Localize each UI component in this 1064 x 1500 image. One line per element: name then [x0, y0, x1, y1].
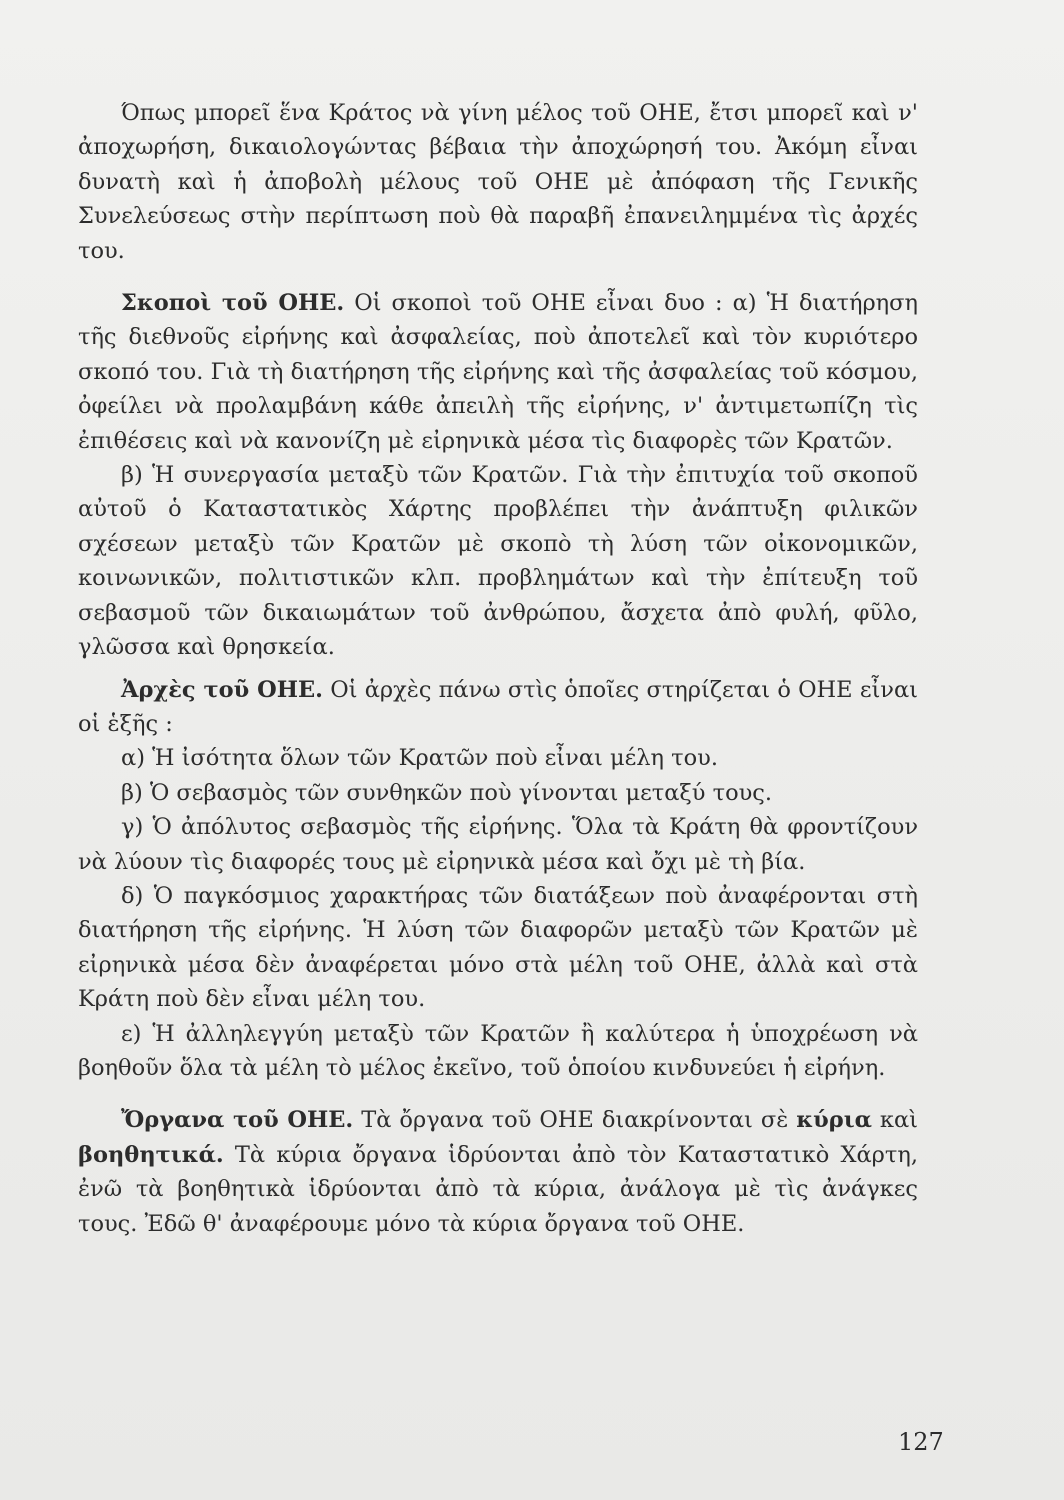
- paragraph-text: καὶ: [871, 1107, 918, 1134]
- section-heading-aims: Σκοποὶ τοῦ ΟΗΕ.: [121, 290, 345, 317]
- paragraph-text: Όπως μπορεῖ ἕνα Κράτος νὰ γίνη μέλος τοῦ ΟΗΕ, ἔτσι μπορεῖ καὶ ν' ἀποχωρήση, δικαιολογώντας βέβαια τὴν ἀποχώρησή του. Ἀκόμη εἶναι δυνατὴ καὶ ἡ ἀποβολὴ μέλους τοῦ ΟΗΕ μὲ ἀπόφαση τῆς Γενικῆς Συνελεύσεως στὴν περίπτωση ποὺ θὰ παραβῆ ἐπανειλημμένα τὶς ἀρχές του.: [78, 100, 918, 264]
- paragraph-text: β) Ὁ σεβασμὸς τῶν συνθηκῶν ποὺ γίνονται μεταξύ τους.: [121, 779, 773, 806]
- paragraph-principles: [78, 673, 918, 742]
- emphasis-auxiliary: βοηθητικά.: [78, 1141, 224, 1168]
- paragraph-text: Τὰ ὄργανα τοῦ ΟΗΕ διακρίνονται σὲ: [353, 1107, 797, 1134]
- page-number: 127: [898, 1428, 944, 1456]
- emphasis-main: κύρια: [796, 1107, 872, 1134]
- list-item-principle-b: [78, 776, 918, 810]
- paragraph-text: ε) Ἡ ἀλληλεγγύη μεταξὺ τῶν Κρατῶν ἢ καλύτερα ἡ ὑποχρέωση νὰ βοηθοῦν ὅλα τὰ μέλη τὸ μέλος ἐκεῖνο, τοῦ ὁποίου κινδυνεύει ἡ εἰρήνη.: [78, 1020, 918, 1081]
- paragraph-text: α) Ἡ ἰσότητα ὅλων τῶν Κρατῶν ποὺ εἶναι μέλη του.: [121, 745, 718, 772]
- paragraph-aims: [78, 286, 918, 458]
- paragraph-text: Οἱ ἀρχὲς πάνω στὶς ὁποῖες στηρίζεται ὁ ΟΗΕ εἶναι οἱ ἑξῆς :: [78, 676, 918, 737]
- paragraph-cooperation: [78, 458, 918, 664]
- paragraph-text: Οἱ σκοποὶ τοῦ ΟΗΕ εἶναι δυο : α) Ἡ διατήρηση τῆς διεθνοῦς εἰρήνης καὶ ἀσφαλείας, ποὺ ἀποτελεῖ καὶ τὸν κυριότερο σκοπό του. Γιὰ τὴ διατήρηση τῆς εἰρήνης καὶ τῆς ἀσφαλείας τοῦ κόσμου, ὀφείλει νὰ προλαμβάνη κάθε ἀπειλὴ τῆς εἰρήνης, ν' ἀντιμετωπίζη τὶς ἐπιθέσεις καὶ νὰ κανονίζη μὲ εἰρηνικὰ μέσα τὶς διαφορὲς τῶν Κρατῶν.: [78, 290, 918, 454]
- paragraph-text: δ) Ὁ παγκόσμιος χαρακτήρας τῶν διατάξεων ποὺ ἀναφέρονται στὴ διατήρηση τῆς εἰρήνης. Ἡ λύση τῶν διαφορῶν μεταξὺ τῶν Κρατῶν μὲ εἰρηνικὰ μέσα δὲν ἀναφέρεται μόνο στὰ μέλη τοῦ ΟΗΕ, ἀλλὰ καὶ στὰ Κράτη ποὺ δὲν εἶναι μέλη του.: [78, 882, 918, 1013]
- body-text: [78, 96, 918, 1241]
- paragraph-text: β) Ἡ συνεργασία μεταξὺ τῶν Κρατῶν. Γιὰ τὴν ἐπιτυχία τοῦ σκοποῦ αὐτοῦ ὁ Καταστατικὸς Χάρτης προβλέπει τὴν ἀνάπτυξη φιλικῶν σχέσεων μεταξὺ τῶν Κρατῶν μὲ σκοπὸ τὴ λύση τῶν οἰκονομικῶν, κοινωνικῶν, πολιτιστικῶν κλπ. προβλημάτων καὶ τὴν ἐπίτευξη τοῦ σεβασμοῦ τῶν δικαιωμάτων τοῦ ἀνθρώπου, ἄσχετα ἀπὸ φυλή, φῦλο, γλῶσσα καὶ θρησκεία.: [78, 462, 918, 661]
- paragraph-text: γ) Ὁ ἀπόλυτος σεβασμὸς τῆς εἰρήνης. Ὅλα τὰ Κράτη θὰ φροντίζουν νὰ λύουν τὶς διαφορές τους μὲ εἰρηνικὰ μέσα καὶ ὄχι μὲ τὴ βία.: [78, 814, 918, 875]
- list-item-principle-a: [78, 741, 918, 775]
- section-heading-principles: Ἀρχὲς τοῦ ΟΗΕ.: [121, 676, 323, 703]
- list-item-principle-e: [78, 1017, 918, 1086]
- paragraph-text: Τὰ κύρια ὄργανα ἱδρύονται ἀπὸ τὸν Καταστατικὸ Χάρτη, ἐνῶ τὰ βοηθητικὰ ἱδρύονται ἀπὸ τὰ κύρια, ἀνάλογα μὲ τὶς ἀνάγκες τους. Ἐδῶ θ' ἀναφέρουμε μόνο τὰ κύρια ὄργανα τοῦ ΟΗΕ.: [78, 1141, 918, 1237]
- list-item-principle-c: [78, 810, 918, 879]
- paragraph-withdrawal: [78, 96, 918, 268]
- list-item-principle-d: [78, 879, 918, 1017]
- section-heading-organs: Ὄργανα τοῦ ΟΗΕ.: [121, 1107, 354, 1134]
- paragraph-organs: [78, 1103, 918, 1241]
